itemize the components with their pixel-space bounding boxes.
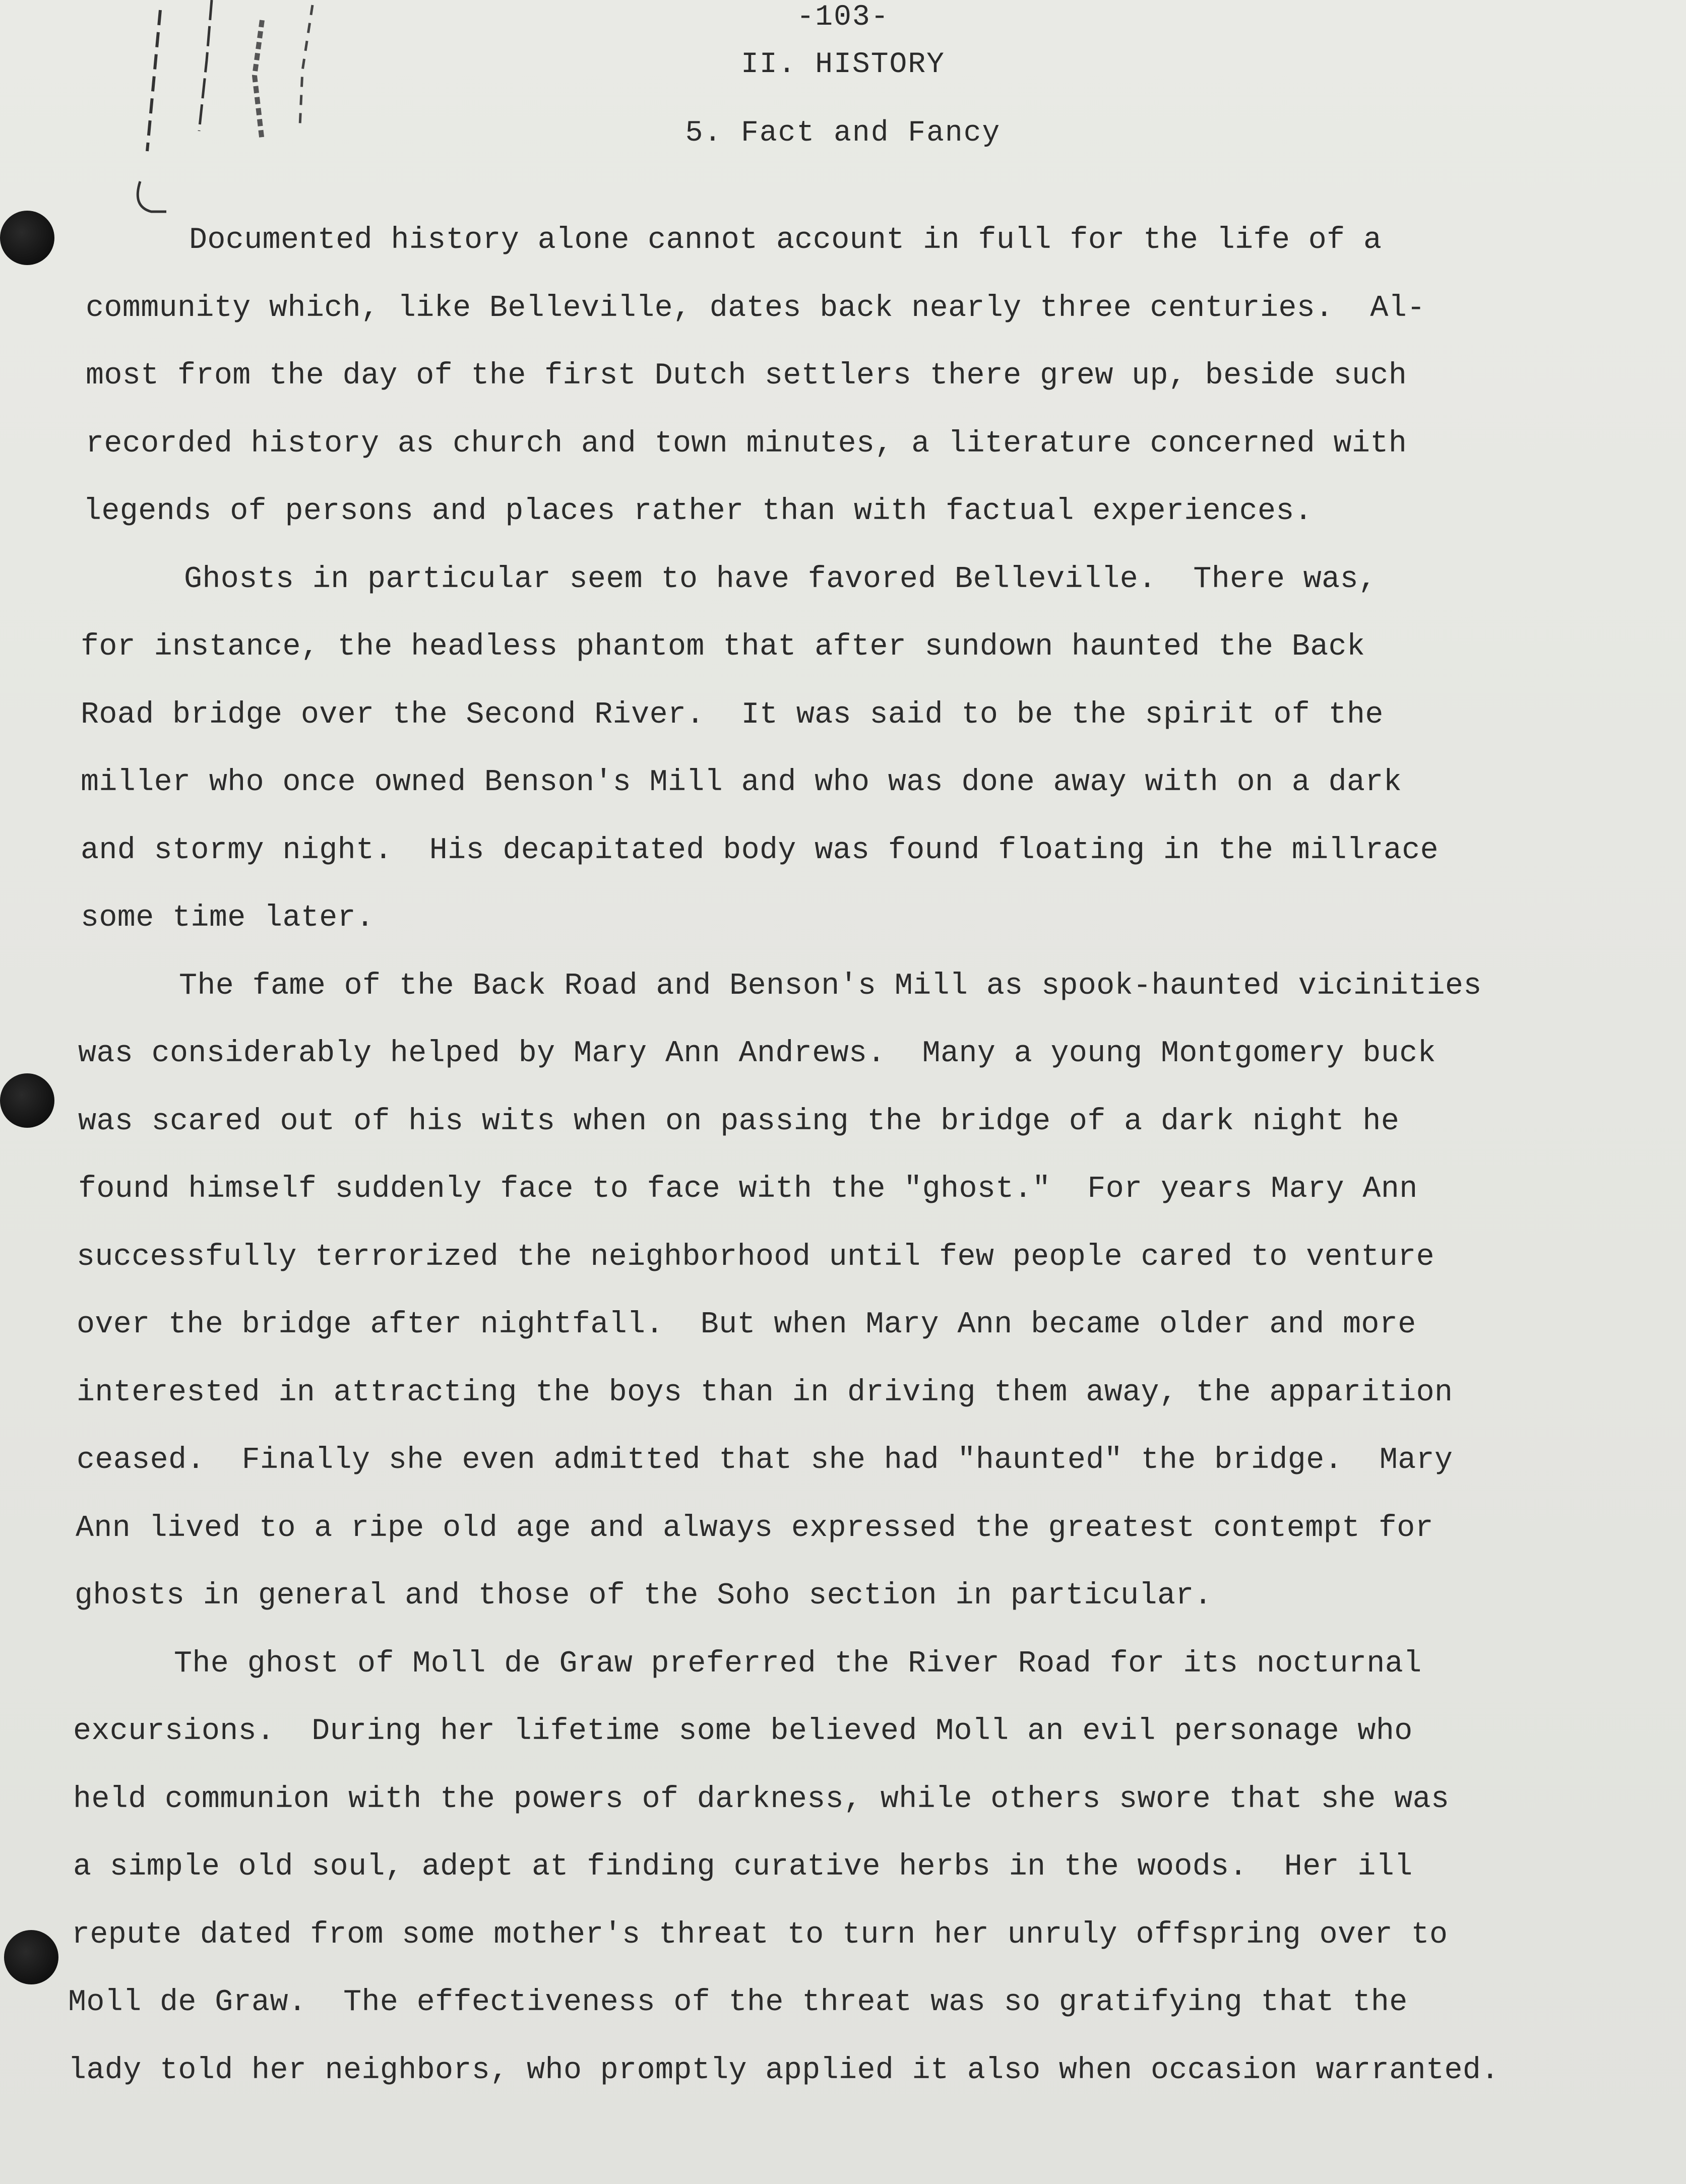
page-number: -103- xyxy=(796,1,890,34)
text-line: repute dated from some mother's threat to turn her unruly offspring over to xyxy=(72,1917,1448,1952)
text-line: ghosts in general and those of the Soho section in particular. xyxy=(75,1579,1213,1613)
text-line: lady told her neighbors, who promptly applied it also when occasion warranted. xyxy=(68,2053,1500,2088)
chapter-heading: II. HISTORY xyxy=(741,48,945,81)
text-line: interested in attracting the boys than in driving them away, the apparition xyxy=(77,1375,1453,1410)
text-line: held communion with the powers of darkness, while others swore that she was xyxy=(73,1782,1450,1817)
text-line: found himself suddenly face to face with the "ghost." For years Mary Ann xyxy=(78,1172,1418,1206)
text-line: ceased. Finally she even admitted that she had "haunted" the bridge. Mary xyxy=(77,1443,1453,1478)
body-text xyxy=(66,207,1653,2104)
text-line: Ann lived to a ripe old age and always expressed the greatest contempt for xyxy=(76,1511,1434,1546)
text-line: Ghosts in particular seem to have favored Belleville. There was, xyxy=(184,562,1377,597)
text-line: Road bridge over the Second River. It was said to be the spirit of the xyxy=(81,697,1384,732)
text-line: recorded history as church and town minutes, a literature concerned with xyxy=(86,426,1407,461)
text-line: Moll de Graw. The effectiveness of the threat was so gratifying that the xyxy=(68,1985,1408,2020)
text-line: some time later. xyxy=(81,901,374,935)
text-line: was considerably helped by Mary Ann Andrews. Many a young Montgomery buck xyxy=(78,1037,1437,1071)
text-line: The fame of the Back Road and Benson's Mill as spook-haunted vicinities xyxy=(179,969,1482,1003)
text-line: was scared out of his wits when on passing the bridge of a dark night he xyxy=(78,1104,1400,1139)
text-line: Documented history alone cannot account in full for the life of a xyxy=(189,223,1382,258)
text-line: a simple old soul, adept at finding curative herbs in the woods. Her ill xyxy=(73,1850,1413,1884)
text-line: and stormy night. His decapitated body was found floating in the millrace xyxy=(81,833,1439,868)
text-line: successfully terrorized the neighborhood until few people cared to venture xyxy=(77,1240,1435,1274)
text-line: The ghost of Moll de Graw preferred the River Road for its nocturnal xyxy=(174,1646,1422,1681)
text-line: community which, like Belleville, dates back nearly three centuries. Al- xyxy=(86,291,1425,326)
text-line: over the bridge after nightfall. But when Mary Ann became older and more xyxy=(77,1308,1416,1342)
text-line: miller who once owned Benson's Mill and who was done away with on a dark xyxy=(81,765,1402,800)
text-line: excursions. During her lifetime some believed Moll an evil personage who xyxy=(73,1714,1413,1749)
text-line: legends of persons and places rather than with factual experiences. xyxy=(83,494,1313,529)
text-line: for instance, the headless phantom that after sundown haunted the Back xyxy=(81,630,1365,664)
text-line: most from the day of the first Dutch settlers there grew up, beside such xyxy=(86,359,1407,393)
section-heading: 5. Fact and Fancy xyxy=(685,117,1001,150)
